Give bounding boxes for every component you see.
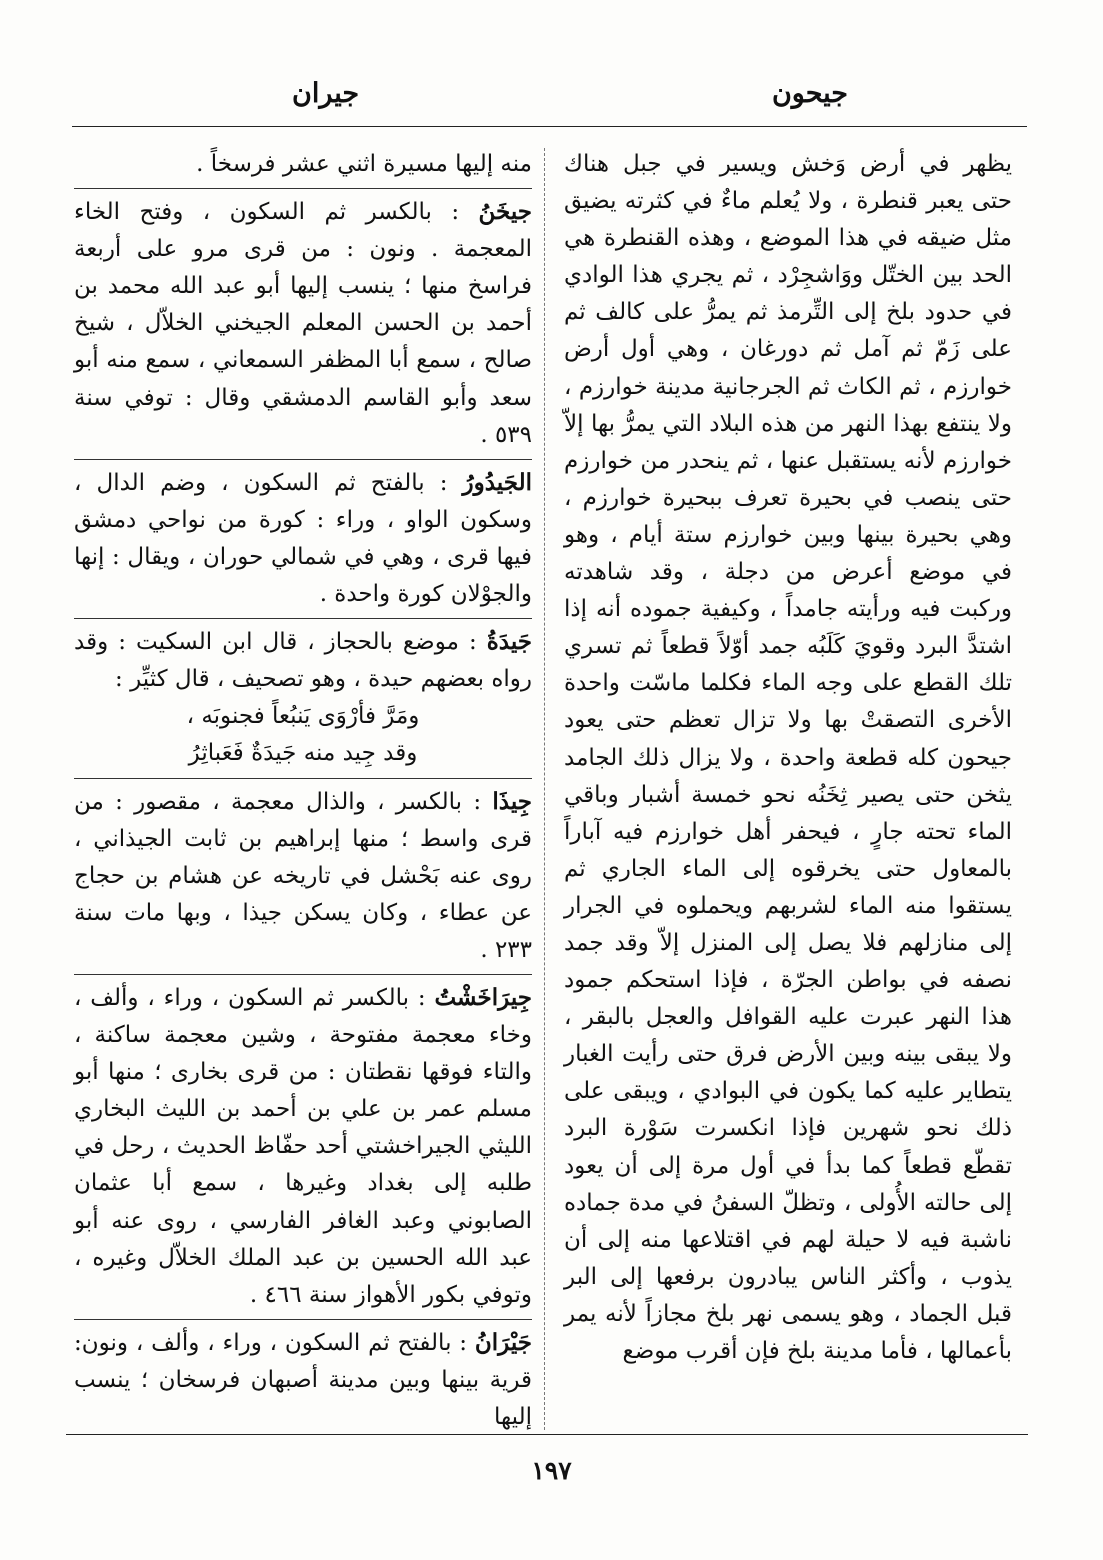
- page-number: ١٩٧: [531, 1456, 572, 1485]
- left-column: [74, 146, 532, 1436]
- footer-rule: [66, 1434, 1028, 1435]
- running-header-left: جيران: [292, 78, 360, 109]
- entry-headword: الجَيدُورُ: [462, 468, 532, 496]
- entry-headword: جِيرَاخَشْتُ: [434, 983, 532, 1011]
- entry-headword: جيخَنُ: [478, 198, 532, 226]
- entry-body: : موضع بالحجاز ، قال ابن السكيت : وقد رواه بعضهم حيدة ، وهو تصحيف ، قال كثيِّر :: [74, 629, 532, 693]
- entry-body: : بالكسر ، والذال معجمة ، مقصور : من قرى واسط ؛ منها إبراهيم بن ثابت الجيذاني ، روى عنه بَحْشل في تاريخه عن هشام بن حجاج عن عطاء ، وكان يسكن جيذا ، وبها مات سنة ٢٣٣ .: [74, 788, 532, 963]
- entry-body: : بالكسر ثم السكون ، وراء ، وألف ، وخاء معجمة مفتوحة ، وشين معجمة ساكنة ، والتاء فوقها نقطتان : من قرى بخارى ؛ منها أبو مسلم عمر بن علي بن أحمد بن الليث البخاري الليثي الجيراخشتي أحد حفّاظ الحديث ، رحل في طلبه إلى بغداد وغيرها ، سمع أبا عثمان الصابوني وعبد الغافر الفارسي ، روى عنه أبو عبد الله الحسين بن عبد الملك الخلاّل وغيره ، وتوفي بكور الأهواز سنة ٤٦٦ .: [74, 984, 532, 1308]
- column-divider: [544, 148, 545, 1430]
- entry-body: : بالفتح ثم السكون ، وراء ، وألف ، ونون: قرية بينها وبين مدينة أصبهان فرسخان ؛ ينسب إليها: [74, 1329, 532, 1430]
- dictionary-entry: [74, 1319, 532, 1436]
- right-column: [564, 146, 1012, 1370]
- dictionary-entry: [74, 188, 532, 454]
- right-column-text: يظهر في أرض وَخش ويسير في جبل هناك حتى يعبر قنطرة ، ولا يُعلم ماءٌ في كثرته يضيق مثل ضيقه في هذا الموضع ، وهذه القنطرة هي الحد بين الختّل ووَاشجِرْد ، ثم يجري هذا الوادي في حدود بلخ إلى التِّرمذ ثم يمرُّ على كالف ثم على زَمّ ثم آمل ثم دورغان ، وهي أول أرض خوارزم ، ثم الكاث ثم الجرجانية مدينة خوارزم ، ولا ينتفع بهذا النهر من هذه البلاد التي يمرُّ بها إلاّ خوارزم لأنه يستقبل عنها ، ثم ينحدر من خوارزم حتى ينصب في بحيرة تعرف ببحيرة خوارزم ، وهي بحيرة بينها وبين خوارزم ستة أيام ، وهو في موضع أعرض من دجلة ، وقد شاهدته وركبت فيه ورأيته جامداً ، وكيفية جموده أنه إذا اشتدَّ البرد وقويَ كَلَبُه جمد أوّلاً قطعاً ثم تسري تلك القطع على وجه الماء فكلما ماسّت واحدة الأخرى التصقتْ بها ولا تزال تعظم حتى يعود جيحون كله قطعة واحدة ، ولا يزال ذلك الجامد يثخن حتى يصير ثِخَنُه نحو خمسة أشبار وباقي الماء تحته جارٍ ، فيحفر أهل خوارزم فيه آباراً بالمعاول حتى يخرقوه إلى الماء الجاري ثم يستقوا منه الماء لشربهم ويحملوه في الجرار إلى منازلهم فلا يصل إلى المنزل إلاّ وقد جمد نصفه في بواطن الجرّة ، فإذا استحكم جمود هذا النهر عبرت عليه القوافل والعجل بالبقر ، ولا يبقى بينه وبين الأرض فرق حتى رأيت الغبار يتطاير عليه كما يكون في البوادي ، ويبقى على ذلك نحو شهرين فإذا انكسرت سَوْرة البرد تقطّع قطعاً كما بدأ في أول مرة إلى أن يعود إلى حالته الأُولى ، وتظلّ السفنُ في مدة جماده ناشبة فيه لا حيلة لهم في اقتلاعها منه إلى أن يذوب ، وأكثر الناس يبادرون برفعها إلى البر قبل الجماد ، وهو يسمى نهر بلخ مجازاً لأنه يمر بأعمالها ، فأما مدينة بلخ فإن أقرب موضع: [564, 151, 1012, 1364]
- verse-line: ومَرَّ فأرْوَى يَنبُعاً فجنوبَه ،: [186, 703, 420, 730]
- header-rule: [72, 126, 1027, 127]
- entry-headword: جِيذَا: [492, 787, 532, 815]
- entry-headword: جَيدَةُ: [486, 628, 532, 656]
- entry-body: : بالكسر ثم السكون ، وفتح الخاء المعجمة . ونون : من قرى مرو على أربعة فراسخ منها ؛ ينسب إليها أبو عبد الله محمد بن أحمد بن الحسن المعلم الجيخني الخلاّل ، شيخ صالح ، سمع أبا المظفر السمعاني ، سمع منه أبو سعد وأبو القاسم الدمشقي وقال : توفي سنة ٥٣٩ .: [74, 199, 532, 448]
- entry-headword: جَيْرَانُ: [474, 1328, 532, 1356]
- dictionary-entry: [74, 618, 532, 772]
- verse-line: وقد جِيد منه جَيدَةٌ فَعَباثِرُ: [188, 740, 418, 767]
- dictionary-entry: [74, 459, 532, 613]
- running-header-right: جيحون: [771, 78, 848, 109]
- dictionary-entry: [74, 974, 532, 1314]
- left-column-intro: منه إليها مسيرة اثني عشر فرسخاً .: [196, 151, 532, 177]
- dictionary-entry: [74, 778, 532, 969]
- entry-body: : بالفتح ثم السكون ، وضم الدال ، وسكون الواو ، وراء : كورة من نواحي دمشق فيها قرى ، وهي في شمالي حوران ، ويقال : إنها والجوْلان كورة واحدة .: [74, 469, 532, 608]
